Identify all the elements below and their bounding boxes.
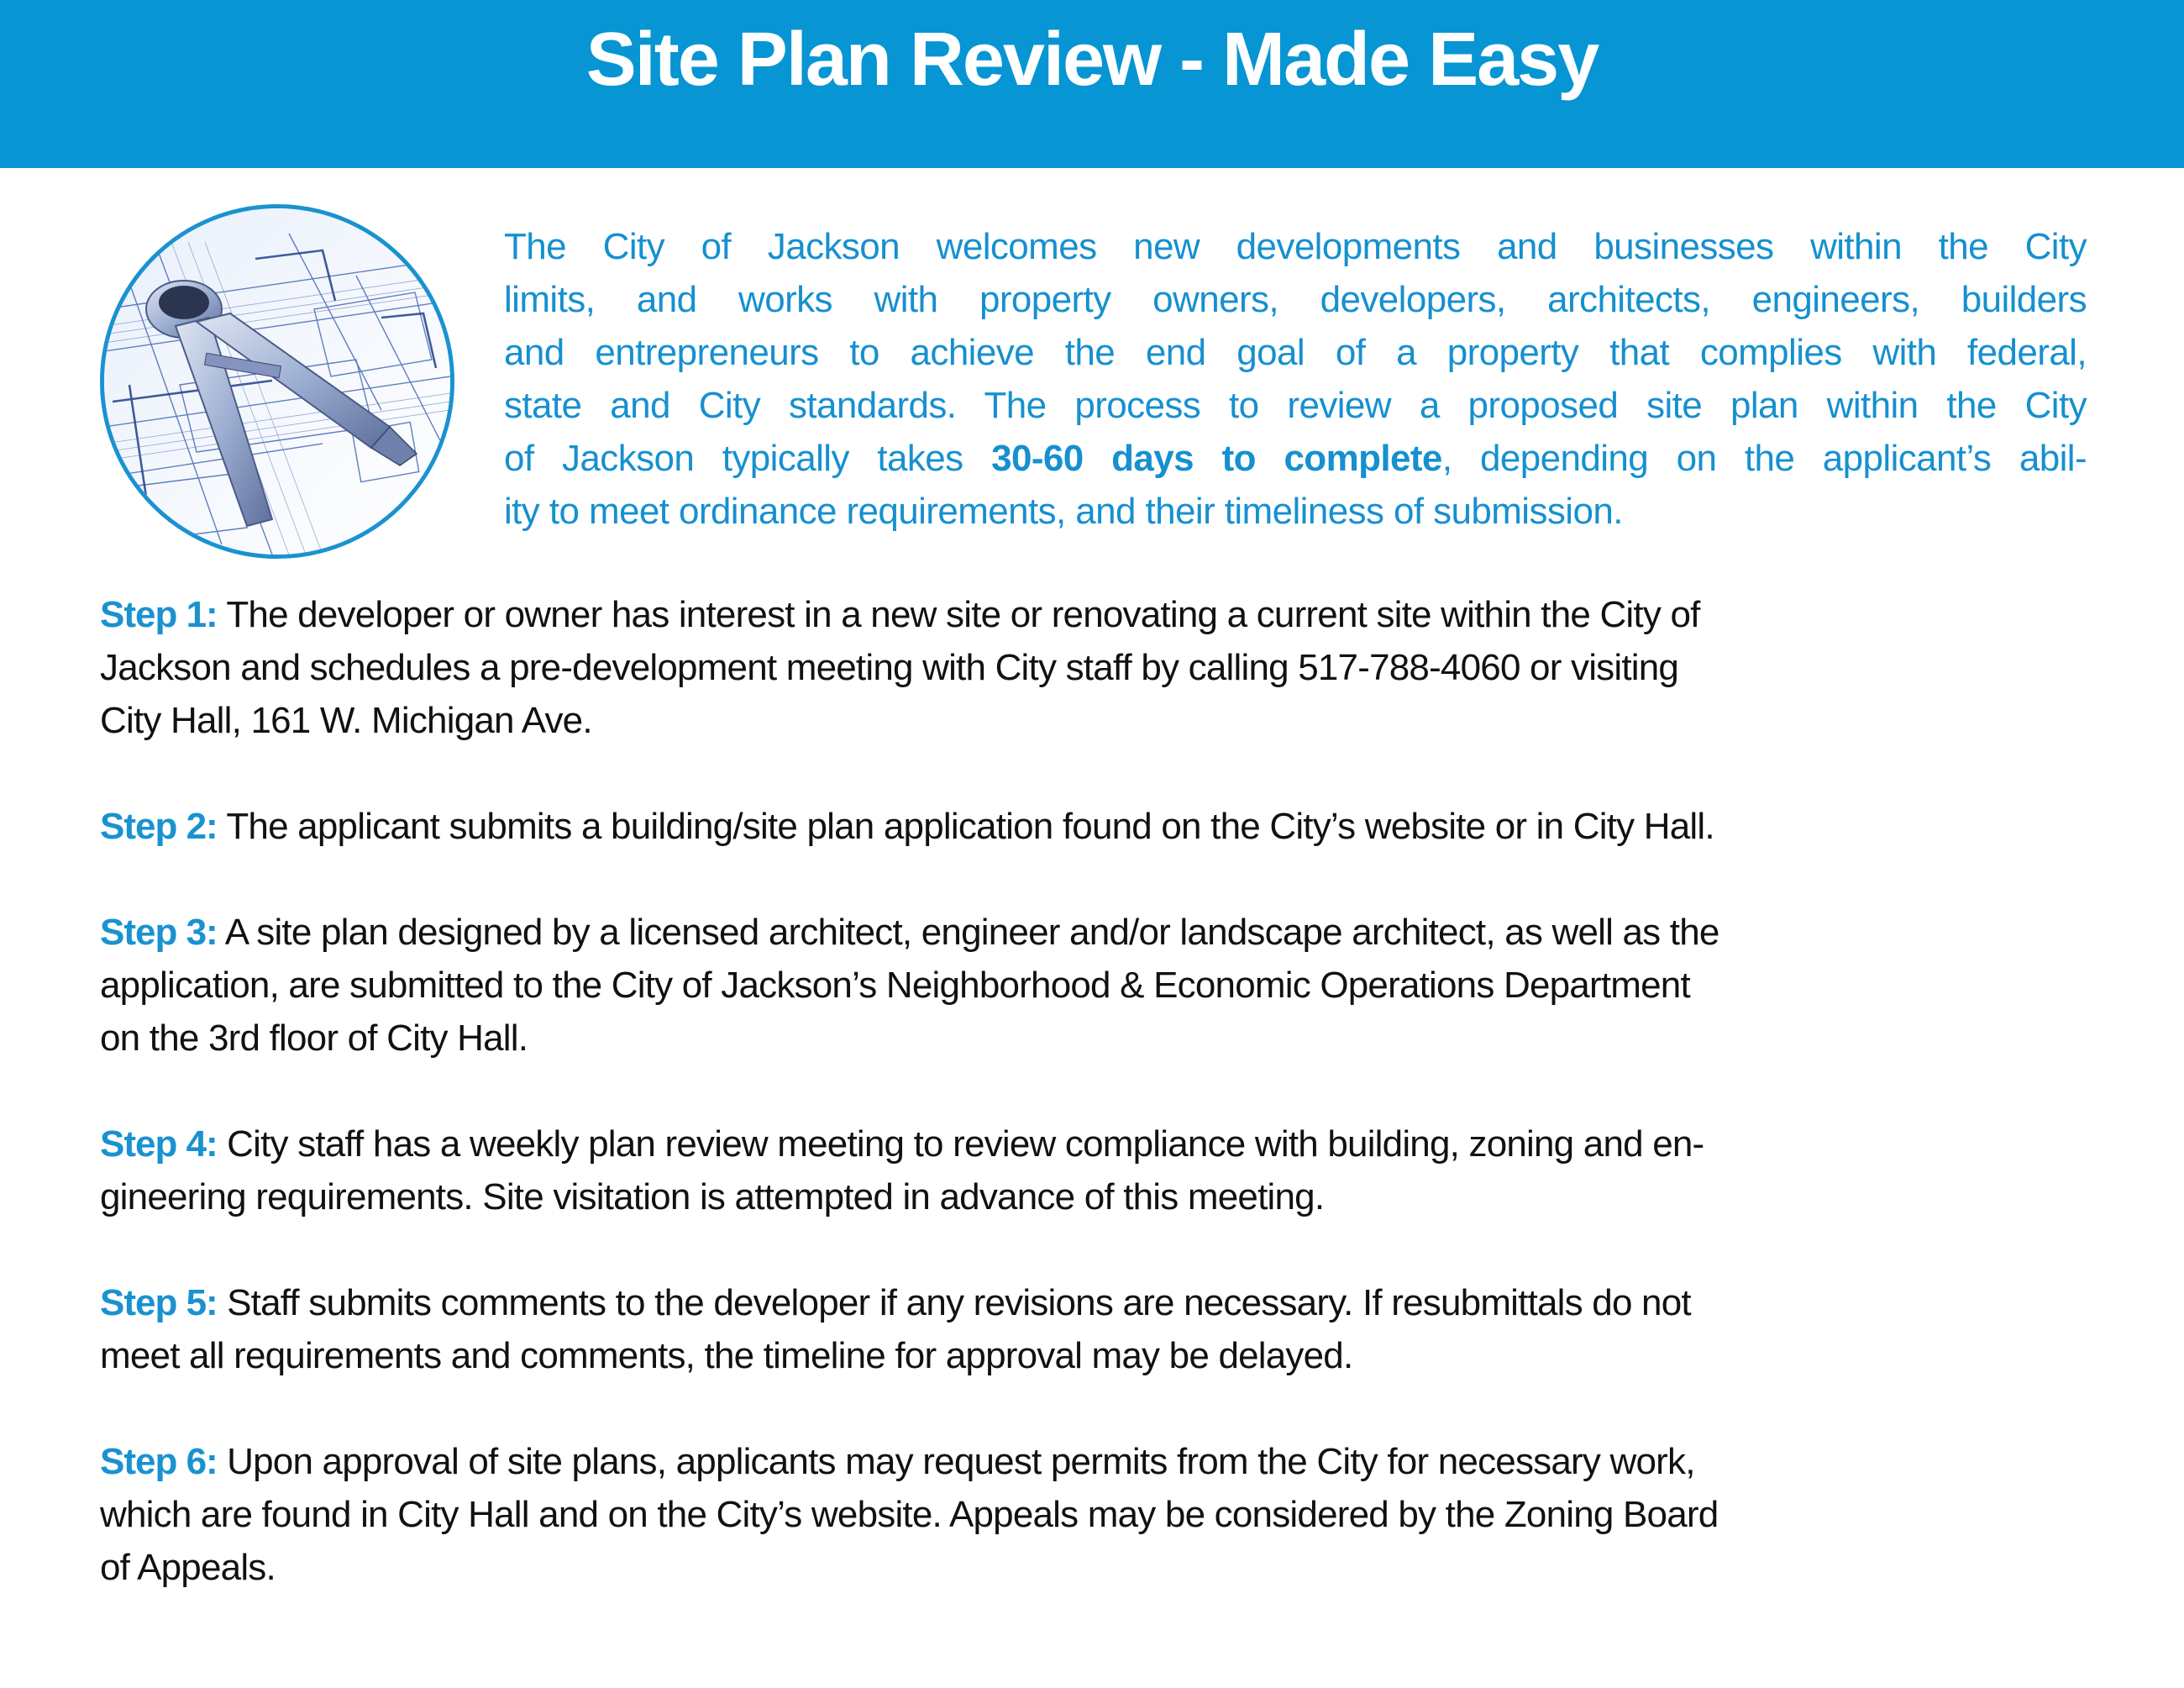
step-2 [100, 800, 2099, 853]
step-line: application, are submitted to the City of Jackson’s Neighborhood & Economic Operations Department [100, 965, 1690, 1006]
step-label: Step 3: [100, 912, 218, 953]
step-line: gineering requirements. Site visitation is attempted in advance of this meeting. [100, 1176, 1325, 1217]
intro-text: , depending on the applicant’s abil- [1441, 438, 2087, 479]
step-3 [100, 906, 2099, 1065]
step-label: Step 2: [100, 806, 218, 847]
step-label: Step 5: [100, 1282, 218, 1323]
step-text: Upon approval of site plans, applicants may request permits from the City for necessary work, [217, 1441, 1695, 1482]
intro-line [504, 432, 2087, 485]
page-title: Site Plan Review - Made Easy [585, 17, 1599, 102]
intro-line: ity to meet ordinance requirements, and their timeliness of submission. [504, 491, 1623, 532]
step-label: Step 6: [100, 1441, 218, 1482]
blueprint-compass-illustration [104, 208, 450, 555]
step-line [100, 1117, 2099, 1170]
step-line: which are found in City Hall and on the City’s website. Appeals may be considered by the Zoning Board [100, 1494, 1719, 1535]
step-text: The developer or owner has interest in a new site or renovating a current site within the City of [217, 594, 1700, 635]
step-text: A site plan designed by a licensed architect, engineer and/or landscape architect, as well as the [217, 912, 1719, 953]
step-line [100, 588, 2099, 641]
intro-paragraph [504, 220, 2087, 538]
step-line [100, 1276, 2099, 1329]
step-text: The applicant submits a building/site plan application found on the City’s website or in City Hall. [217, 806, 1714, 847]
intro-line: The City of Jackson welcomes new developments and businesses within the City [504, 226, 2087, 267]
intro-line: limits, and works with property owners, developers, architects, engineers, builders [504, 279, 2087, 320]
intro-text: of Jackson typically takes [504, 438, 992, 479]
step-line: Jackson and schedules a pre-development meeting with City staff by calling 517-788-4060 or visiting [100, 647, 1679, 688]
step-line [100, 1435, 2099, 1488]
step-line: of Appeals. [100, 1547, 276, 1588]
step-line: on the 3rd floor of City Hall. [100, 1018, 528, 1059]
step-4 [100, 1117, 2099, 1223]
step-5 [100, 1276, 2099, 1382]
steps-list [100, 588, 2099, 1647]
intro-line: state and City standards. The process to review a proposed site plan within the City [504, 385, 2087, 426]
intro-line: and entrepreneurs to achieve the end goal of a property that complies with federal, [504, 332, 2087, 373]
step-1 [100, 588, 2099, 747]
step-line: City Hall, 161 W. Michigan Ave. [100, 700, 592, 741]
step-label: Step 4: [100, 1123, 218, 1165]
step-text: Staff submits comments to the developer if any revisions are necessary. If resubmittals do not [217, 1282, 1691, 1323]
step-6 [100, 1435, 2099, 1594]
step-line [100, 800, 2099, 853]
step-line [100, 906, 2099, 959]
blueprint-image [100, 204, 454, 559]
header-banner [0, 0, 2184, 168]
step-text: City staff has a weekly plan review meeting to review compliance with building, zoning and en- [217, 1123, 1704, 1165]
step-line: meet all requirements and comments, the timeline for approval may be delayed. [100, 1335, 1353, 1376]
step-label: Step 1: [100, 594, 218, 635]
timeline-highlight: 30-60 days to complete [991, 438, 1442, 479]
